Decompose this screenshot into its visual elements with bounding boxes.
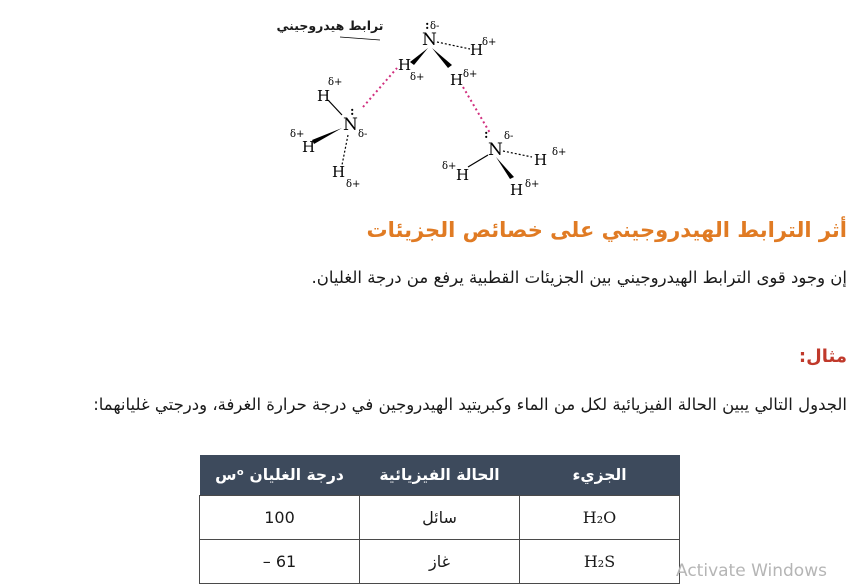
atom-h-right-right: H bbox=[534, 151, 548, 169]
hydrogen-bond-right bbox=[463, 87, 490, 133]
delta-plus-right-left: δ+ bbox=[442, 161, 457, 172]
cell-molecule: H₂O bbox=[520, 496, 680, 540]
cell-state: سائل bbox=[360, 496, 520, 540]
delta-plus-left: δ+ bbox=[290, 129, 305, 140]
bond-left-down bbox=[342, 135, 348, 165]
lone-pair-top: : bbox=[425, 18, 430, 32]
boiling-point-table bbox=[199, 455, 680, 584]
table-header-row bbox=[200, 455, 680, 496]
delta-plus-top-down: δ+ bbox=[463, 69, 478, 80]
atom-h-left: H bbox=[302, 138, 316, 156]
wedge-left bbox=[312, 128, 342, 144]
delta-minus-right: δ- bbox=[504, 131, 514, 142]
example-paragraph: الجدول التالي يبين الحالة الفيزيائية لكل من الماء وكبريتيد الهيدروجين في درجة حرارة الغرفة، ودرجتي غليانهما: bbox=[93, 395, 847, 414]
delta-plus-top-right: δ+ bbox=[482, 37, 497, 48]
delta-minus-top: δ- bbox=[430, 21, 440, 32]
delta-plus-top-left: δ+ bbox=[410, 72, 425, 83]
atom-h-top-down: H bbox=[450, 71, 464, 89]
example-label: مثال: bbox=[798, 346, 847, 367]
delta-plus-right-right: δ+ bbox=[552, 147, 567, 158]
atom-h-right-down: H bbox=[510, 181, 524, 199]
header-state: الحالة الفيزيائية bbox=[360, 455, 520, 496]
cell-boiling: 100 bbox=[200, 496, 360, 540]
atom-h-top-right: H bbox=[470, 41, 484, 59]
bond-right-right bbox=[503, 151, 532, 157]
bond-right-left bbox=[468, 155, 488, 167]
table-row bbox=[200, 496, 680, 540]
delta-minus-left: δ- bbox=[358, 129, 368, 140]
table-row bbox=[200, 540, 680, 584]
cell-boiling: 61 – bbox=[200, 540, 360, 584]
ammonia-hydrogen-bond-diagram bbox=[270, 5, 590, 200]
atom-n-right: N bbox=[488, 140, 503, 160]
section-heading: أثر الترابط الهيدروجيني على خصائص الجزيئات bbox=[366, 218, 847, 242]
atom-n-left: N bbox=[343, 115, 358, 135]
lone-pair-left: : bbox=[350, 104, 355, 118]
atom-h-right-left: H bbox=[456, 166, 470, 184]
wedge-top-left bbox=[410, 48, 428, 65]
wedge-right-down bbox=[496, 157, 514, 179]
header-molecule: الجزيء bbox=[520, 455, 680, 496]
activate-windows-watermark: Activate Windows bbox=[676, 561, 827, 581]
header-boiling: درجة الغليان ᵒس bbox=[200, 455, 360, 496]
delta-plus-left-up: δ+ bbox=[328, 77, 343, 88]
label-leader-line bbox=[340, 37, 380, 40]
atom-h-left-down: H bbox=[332, 163, 346, 181]
bond-left-up bbox=[328, 100, 342, 115]
wedge-top-down bbox=[432, 48, 452, 68]
cell-state: غاز bbox=[360, 540, 520, 584]
hydrogen-bond-label: ترابط هيدروجيني bbox=[276, 18, 384, 33]
cell-molecule: H₂S bbox=[520, 540, 680, 584]
hydrogen-bond-left bbox=[363, 68, 397, 107]
lone-pair-right: : bbox=[484, 127, 489, 141]
bond-top-right bbox=[437, 42, 470, 49]
atom-h-left-up: H bbox=[317, 87, 331, 105]
atom-n-top: N bbox=[422, 30, 437, 50]
atom-h-top-left: H bbox=[398, 56, 412, 74]
intro-paragraph: إن وجود قوى الترابط الهيدروجيني بين الجزيئات القطبية يرفع من درجة الغليان. bbox=[311, 268, 847, 287]
delta-plus-right-down: δ+ bbox=[525, 179, 540, 190]
delta-plus-left-down: δ+ bbox=[346, 179, 361, 190]
